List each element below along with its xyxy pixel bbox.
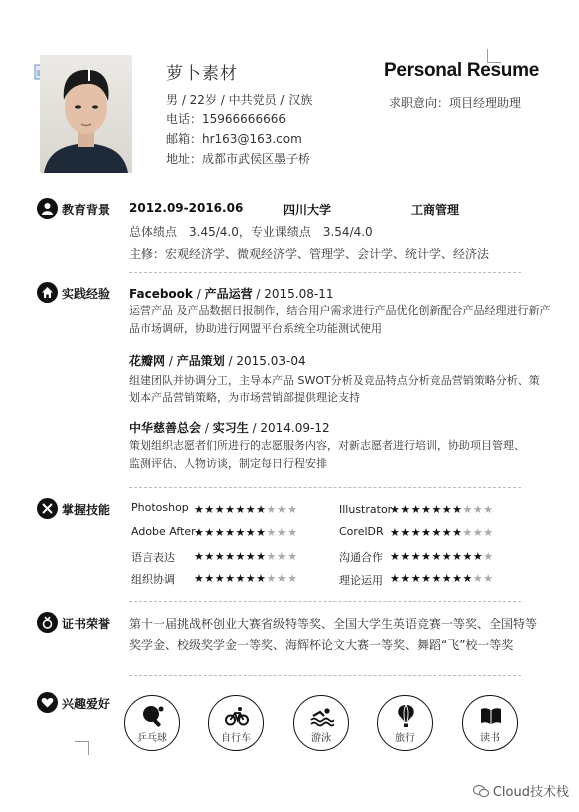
- profile-photo: [40, 55, 132, 173]
- ping-pong-icon: [141, 704, 165, 728]
- experience-date: 2015.03-04: [236, 354, 306, 368]
- address: 地址：成都市武侯区墨子桥: [166, 152, 311, 166]
- job-intent: 求职意向：项目经理助理: [389, 96, 522, 110]
- wechat-icon: [473, 784, 489, 802]
- skill-rating: ★★★★★★★★★★: [390, 550, 494, 563]
- certificates-text: 第十一届挑战杯创业大赛省级特等奖、全国大学生英语竞赛一等奖、全国特等: [129, 617, 538, 631]
- skill-rating: ★★★★★★★★★★: [194, 503, 298, 516]
- email: 邮箱：hr163@163.com: [166, 132, 302, 146]
- section-divider: [129, 487, 521, 488]
- hobby-ping-pong: [124, 695, 180, 751]
- section-title-education: 教育背景: [62, 203, 111, 217]
- candidate-name: 萝卜素材: [166, 64, 238, 84]
- section-title-experience: 实践经验: [62, 287, 111, 301]
- swimming-icon: [310, 704, 334, 728]
- education-gpa: 总体绩点 3.45/4.0，专业课绩点 3.54/4.0: [129, 225, 373, 239]
- certificates-text: 奖学金、校级奖学金一等奖、海辉杯论文大赛一等奖、舞蹈“飞”校一等奖: [129, 638, 514, 652]
- education-courses: 主修：宏观经济学、微观经济学、管理学、会计学、统计学、经济法: [129, 247, 490, 261]
- hobby-label: 自行车: [221, 733, 251, 744]
- skill-rating: ★★★★★★★★★★: [194, 550, 298, 563]
- section-title-skills: 掌握技能: [62, 503, 111, 517]
- experience-desc: 划本产品营销策略，为市场营销部提供理论支持: [129, 391, 360, 404]
- experience-date: 2015.08-11: [264, 287, 334, 301]
- graduate-icon: [37, 198, 58, 219]
- corner-mark-bottom-left: [75, 741, 89, 755]
- experience-heading: Facebook / 产品运营 / 2015.08-11: [129, 287, 334, 301]
- section-title-hobbies: 兴趣爱好: [62, 697, 111, 711]
- resume-title: Personal Resume: [384, 60, 539, 81]
- skill-rating: ★★★★★★★★★★: [390, 503, 494, 516]
- watermark-text: Cloud技术栈: [492, 785, 569, 800]
- hobby-reading: [462, 695, 518, 751]
- heart-icon: [37, 692, 58, 713]
- skill-label: 语言表达: [131, 551, 175, 564]
- experience-desc: 运营产品 及产品数据日报制作，结合用户需求进行产品优化创新配合产品经理进行新产: [129, 304, 551, 317]
- experience-org: 中华慈善总会: [129, 421, 202, 435]
- tools-icon: [37, 498, 58, 519]
- bicycle-icon: [225, 704, 249, 728]
- skill-label: 组织协调: [131, 573, 175, 586]
- home-icon: [37, 282, 58, 303]
- hot-air-balloon-icon: [394, 704, 418, 728]
- skill-rating: ★★★★★★★★★★: [194, 526, 298, 539]
- experience-role: 产品运营: [204, 287, 253, 301]
- skill-label: Adobe After: [131, 525, 196, 538]
- education-major: 工商管理: [411, 203, 460, 217]
- experience-heading: 花瓣网 / 产品策划 / 2015.03-04: [129, 354, 306, 368]
- experience-date: 2014.09-12: [260, 421, 330, 435]
- skill-label: Illustrator: [339, 503, 393, 516]
- cursor-caret: [88, 68, 90, 81]
- skill-label: 沟通合作: [339, 551, 383, 564]
- book-icon: [479, 704, 503, 728]
- medal-icon: [37, 612, 58, 633]
- experience-desc: 策划组织志愿者们所进行的志愿服务内容，对新志愿者进行培训，协助项目管理、: [129, 439, 525, 452]
- hobby-travel: [377, 695, 433, 751]
- hobby-label: 乒乓球: [137, 733, 167, 744]
- hobby-swimming: [293, 695, 349, 751]
- experience-desc: 组建团队并协调分工，主导本产品 SWOT分析及竞品特点分析竞品营销策略分析、策: [129, 374, 540, 387]
- hobby-label: 游泳: [311, 733, 331, 744]
- experience-role: 实习生: [212, 421, 249, 435]
- section-title-certificates: 证书荣誉: [62, 617, 111, 631]
- experience-desc: 监测评估、人物访谈，制定每日行程安排: [129, 457, 327, 470]
- education-school: 四川大学: [283, 203, 332, 217]
- skill-rating: ★★★★★★★★★★: [390, 572, 494, 585]
- experience-heading: 中华慈善总会 / 实习生 / 2014.09-12: [129, 421, 330, 435]
- skill-rating: ★★★★★★★★★★: [390, 526, 494, 539]
- section-divider: [129, 272, 521, 273]
- experience-org: Facebook: [129, 287, 193, 301]
- skill-label: 理论运用: [339, 574, 383, 587]
- section-divider: [129, 601, 521, 602]
- experience-role: 产品策划: [176, 354, 225, 368]
- skill-label: CorelDR: [339, 525, 384, 538]
- skill-label: Photoshop: [131, 501, 189, 514]
- hobby-label: 旅行: [395, 733, 415, 744]
- section-divider: [129, 675, 521, 676]
- experience-org: 花瓣网: [129, 354, 166, 368]
- hobby-label: 读书: [480, 733, 500, 744]
- experience-desc: 品市场调研，协助进行网盟平台系统全功能测试使用: [129, 322, 382, 335]
- hobby-cycling: [208, 695, 264, 751]
- basic-info: 男 / 22岁 / 中共党员 / 汉族: [166, 93, 313, 107]
- education-period: 2012.09-2016.06: [129, 201, 244, 215]
- watermark: [473, 781, 569, 802]
- skill-rating: ★★★★★★★★★★: [194, 572, 298, 585]
- phone: 电话：15966666666: [166, 112, 286, 126]
